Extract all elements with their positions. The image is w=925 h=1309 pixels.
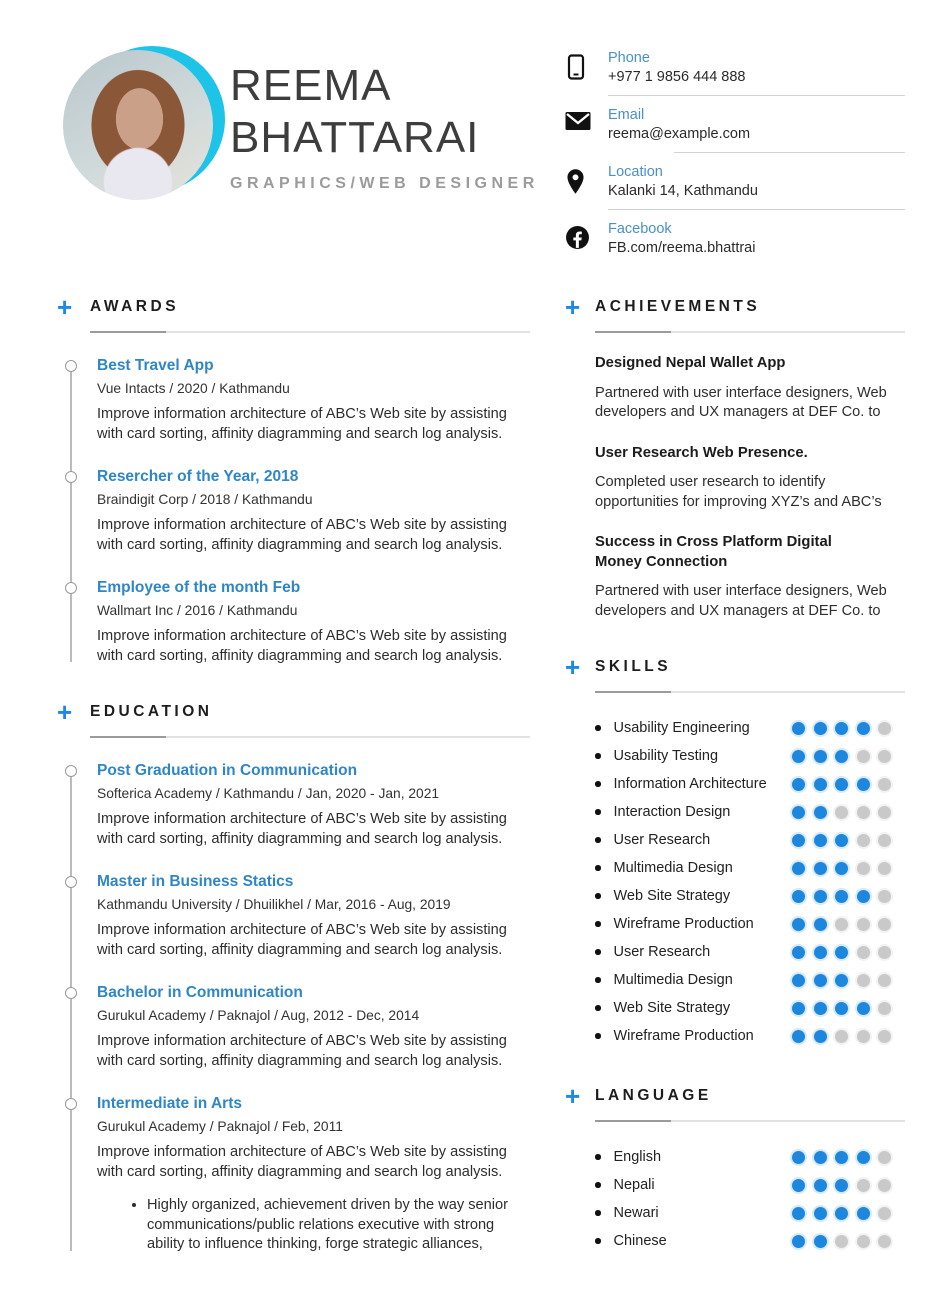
- rating-dot-empty: [878, 1030, 891, 1043]
- skill-label-wrap: [595, 944, 710, 960]
- rating-dot-empty: [857, 1235, 870, 1248]
- rating-dot-filled: [814, 750, 827, 763]
- rating-dot-filled: [792, 862, 805, 875]
- award-meta: Wallmart Inc / 2016 / Kathmandu: [97, 603, 298, 618]
- education-meta: Gurukul Academy / Paknajol / Aug, 2012 - Dec, 2014: [97, 1008, 420, 1023]
- rating-dot-empty: [835, 1235, 848, 1248]
- contact-item-location: [565, 164, 905, 210]
- award-description: Improve information architecture of ABC’s Web site by assisting with card sorting, affinity diagramming and search log analysis.: [97, 628, 507, 664]
- language-rating: [792, 1207, 891, 1220]
- language-row: [565, 1227, 905, 1255]
- bullet-icon: [595, 1154, 601, 1160]
- contact-label: Email: [608, 107, 645, 123]
- language-label: Nepali: [613, 1177, 655, 1193]
- plus-icon: +: [57, 292, 73, 322]
- rating-dot-filled: [835, 890, 848, 903]
- rating-dot-filled: [814, 806, 827, 819]
- rating-dot-empty: [878, 1002, 891, 1015]
- rating-dot-filled: [814, 1235, 827, 1248]
- award-meta: Vue Intacts / 2020 / Kathmandu: [97, 381, 290, 396]
- skill-rating: [792, 750, 891, 763]
- achievement-heading: Success in Cross Platform Digital Money Connection: [595, 534, 832, 570]
- contact-label: Phone: [608, 50, 650, 66]
- rating-dot-filled: [814, 1030, 827, 1043]
- timeline-line: [70, 772, 72, 1251]
- skill-label-wrap: [595, 1028, 754, 1044]
- education-meta: Kathmandu University / Dhuilikhel / Mar, 2016 - Aug, 2019: [97, 897, 451, 912]
- skill-rating: [792, 946, 891, 959]
- rating-dot-filled: [792, 918, 805, 931]
- skill-row: [565, 882, 905, 910]
- rating-dot-filled: [814, 890, 827, 903]
- plus-icon: +: [565, 652, 581, 682]
- rating-dot-filled: [814, 1002, 827, 1015]
- rating-dot-empty: [835, 918, 848, 931]
- rating-dot-empty: [878, 750, 891, 763]
- section-rule: [90, 736, 530, 738]
- awards-list: [65, 357, 530, 666]
- skill-rating: [792, 918, 891, 931]
- language-rating: [792, 1235, 891, 1248]
- skill-rating: [792, 890, 891, 903]
- rating-dot-filled: [835, 750, 848, 763]
- rating-dot-filled: [792, 806, 805, 819]
- last-name: BHATTARAI: [230, 113, 480, 162]
- rating-dot-empty: [878, 1151, 891, 1164]
- skill-label: Usability Testing: [613, 748, 719, 764]
- award-entry: [97, 579, 530, 666]
- skill-rating: [792, 834, 891, 847]
- rating-dot-filled: [792, 974, 805, 987]
- rating-dot-empty: [857, 946, 870, 959]
- bullet-icon: [595, 977, 601, 983]
- contact-divider: [608, 95, 905, 96]
- skill-label-wrap: [595, 832, 710, 848]
- rating-dot-filled: [814, 946, 827, 959]
- skill-label: User Research: [613, 832, 711, 848]
- timeline-marker: [65, 471, 77, 483]
- skill-label-wrap: [595, 860, 733, 876]
- rating-dot-empty: [857, 974, 870, 987]
- skill-label: Interaction Design: [613, 804, 731, 820]
- rating-dot-empty: [835, 806, 848, 819]
- rating-dot-empty: [857, 1030, 870, 1043]
- section-rule: [595, 331, 905, 333]
- rating-dot-empty: [857, 834, 870, 847]
- skill-rating: [792, 806, 891, 819]
- achievement-heading: Designed Nepal Wallet App: [595, 355, 786, 371]
- section-title-skills: SKILLS: [595, 658, 672, 675]
- rating-dot-filled: [814, 1151, 827, 1164]
- contact-block: [565, 50, 905, 277]
- profile-photo-wrap: [63, 50, 215, 202]
- section-skills: [565, 652, 905, 1050]
- achievements-list: [565, 354, 905, 621]
- skill-label: Information Architecture: [613, 776, 767, 792]
- rating-dot-empty: [878, 1207, 891, 1220]
- award-description: Improve information architecture of ABC’s Web site by assisting with card sorting, affinity diagramming and search log analysis.: [97, 406, 507, 442]
- section-rule: [595, 1120, 905, 1122]
- rating-dot-filled: [835, 834, 848, 847]
- skill-label-wrap: [595, 720, 750, 736]
- rating-dot-empty: [857, 806, 870, 819]
- rating-dot-filled: [792, 750, 805, 763]
- rating-dot-empty: [857, 862, 870, 875]
- bullet-icon: [595, 809, 601, 815]
- rating-dot-filled: [857, 778, 870, 791]
- timeline-marker: [65, 360, 77, 372]
- section-title-awards: AWARDS: [90, 298, 180, 315]
- rating-dot-filled: [792, 1235, 805, 1248]
- award-description: Improve information architecture of ABC’s Web site by assisting with card sorting, affinity diagramming and search log analysis.: [97, 517, 507, 553]
- bullet-icon: [595, 1238, 601, 1244]
- rating-dot-filled: [814, 778, 827, 791]
- bullet-icon: [595, 865, 601, 871]
- skill-label-wrap: [595, 972, 733, 988]
- skill-label-wrap: [595, 748, 718, 764]
- contact-value: Kalanki 14, Kathmandu: [608, 183, 758, 199]
- rating-dot-filled: [814, 862, 827, 875]
- location-icon: [565, 164, 608, 210]
- rating-dot-filled: [857, 890, 870, 903]
- rating-dot-filled: [792, 1151, 805, 1164]
- contact-label: Location: [608, 164, 663, 180]
- education-meta: Softerica Academy / Kathmandu / Jan, 2020 - Jan, 2021: [97, 786, 440, 801]
- rating-dot-filled: [857, 1002, 870, 1015]
- skill-label: User Research: [613, 944, 711, 960]
- rating-dot-filled: [792, 1207, 805, 1220]
- bullet-icon: [595, 1033, 601, 1039]
- education-list: [65, 762, 530, 1255]
- education-entry: [97, 1095, 530, 1255]
- language-row: [565, 1199, 905, 1227]
- timeline-line: [70, 367, 72, 662]
- bullet-icon: [595, 1005, 601, 1011]
- section-title-education: EDUCATION: [90, 703, 213, 720]
- achievement-text: Partnered with user interface designers, Web developers and UX managers at DEF Co. to: [595, 583, 887, 619]
- award-entry: [97, 468, 530, 555]
- rating-dot-filled: [792, 1179, 805, 1192]
- timeline-marker: [65, 1098, 77, 1110]
- education-entry: [97, 984, 530, 1071]
- plus-icon: +: [565, 292, 581, 322]
- skill-row: [565, 714, 905, 742]
- contact-value: FB.com/reema.bhattrai: [608, 240, 756, 256]
- award-meta: Braindigit Corp / 2018 / Kathmandu: [97, 492, 313, 507]
- achievement-text: Partnered with user interface designers, Web developers and UX managers at DEF Co. to: [595, 384, 887, 420]
- language-row: [565, 1143, 905, 1171]
- skill-rating: [792, 778, 891, 791]
- bullet-icon: [595, 893, 601, 899]
- phone-icon: [565, 50, 608, 96]
- rating-dot-filled: [814, 1207, 827, 1220]
- skill-label: Multimedia Design: [613, 860, 733, 876]
- skill-label: Wireframe Production: [613, 916, 754, 932]
- bullet-icon: [595, 949, 601, 955]
- skill-row: [565, 854, 905, 882]
- rating-dot-filled: [814, 1179, 827, 1192]
- rating-dot-filled: [835, 1207, 848, 1220]
- rating-dot-empty: [878, 946, 891, 959]
- plus-icon: +: [565, 1081, 581, 1111]
- section-language: [565, 1081, 905, 1255]
- rating-dot-filled: [814, 918, 827, 931]
- left-column: [57, 292, 530, 1279]
- skill-row: [565, 742, 905, 770]
- entry-bullet-item: • Highly organized, achievement driven by the way senior communications/public relations executive with strong ability to influence thinking, forge strategic alliances,: [147, 1196, 512, 1255]
- skill-label-wrap: [595, 804, 730, 820]
- bullet-icon: [595, 1182, 601, 1188]
- rating-dot-filled: [792, 722, 805, 735]
- email-icon: [565, 107, 608, 153]
- bullet-icon: [595, 725, 601, 731]
- rating-dot-filled: [792, 778, 805, 791]
- rating-dot-empty: [878, 778, 891, 791]
- section-awards: [57, 292, 530, 666]
- skill-rating: [792, 1030, 891, 1043]
- rating-dot-empty: [835, 1030, 848, 1043]
- timeline-marker: [65, 765, 77, 777]
- bullet-icon: [595, 753, 601, 759]
- skill-row: [565, 994, 905, 1022]
- rating-dot-empty: [878, 918, 891, 931]
- section-education: [57, 697, 530, 1255]
- language-label: English: [613, 1149, 662, 1165]
- achievement-text: Completed user research to identify opportunities for improving XYZ’s and ABC’s: [595, 474, 882, 510]
- skill-label-wrap: [595, 888, 730, 904]
- skill-label: Web Site Strategy: [613, 1000, 731, 1016]
- header: [57, 42, 905, 256]
- job-title: GRAPHICS/WEB DESIGNER: [230, 175, 539, 192]
- rating-dot-filled: [814, 722, 827, 735]
- rating-dot-empty: [878, 1235, 891, 1248]
- skill-row: [565, 770, 905, 798]
- rating-dot-empty: [878, 890, 891, 903]
- bullet-icon: [595, 921, 601, 927]
- rating-dot-filled: [857, 722, 870, 735]
- skill-rating: [792, 862, 891, 875]
- contact-item-phone: [565, 50, 905, 96]
- section-rule: [595, 691, 905, 693]
- contact-divider: [608, 209, 905, 210]
- rating-dot-empty: [878, 806, 891, 819]
- rating-dot-filled: [835, 946, 848, 959]
- rating-dot-filled: [792, 834, 805, 847]
- language-label: Chinese: [613, 1233, 667, 1249]
- skills-list: [565, 714, 905, 1050]
- skill-label: Multimedia Design: [613, 972, 733, 988]
- language-label-wrap: [595, 1233, 667, 1249]
- rating-dot-filled: [857, 1151, 870, 1164]
- rating-dot-empty: [857, 1179, 870, 1192]
- language-rating: [792, 1151, 891, 1164]
- achievement-entry: [595, 354, 905, 423]
- award-title: Resercher of the Year, 2018: [97, 468, 299, 485]
- education-description: Improve information architecture of ABC’s Web site by assisting with card sorting, affinity diagramming and search log analysis.: [97, 1033, 507, 1069]
- language-label-wrap: [595, 1149, 661, 1165]
- skill-rating: [792, 1002, 891, 1015]
- education-description: Improve information architecture of ABC’s Web site by assisting with card sorting, affinity diagramming and search log analysis.: [97, 1144, 507, 1180]
- skill-rating: [792, 974, 891, 987]
- section-title-achievements: ACHIEVEMENTS: [595, 298, 761, 315]
- plus-icon: +: [57, 697, 73, 727]
- profile-photo: [63, 50, 213, 200]
- rating-dot-filled: [792, 890, 805, 903]
- award-entry: [97, 357, 530, 444]
- bullet-icon: [595, 1210, 601, 1216]
- contact-item-email: [565, 107, 905, 153]
- right-column: [565, 292, 905, 1255]
- skill-rating: [792, 722, 891, 735]
- achievement-entry: [595, 533, 905, 621]
- rating-dot-filled: [835, 974, 848, 987]
- rating-dot-empty: [878, 722, 891, 735]
- achievement-entry: [595, 444, 905, 513]
- rating-dot-empty: [857, 918, 870, 931]
- rating-dot-filled: [835, 862, 848, 875]
- skill-row: [565, 826, 905, 854]
- timeline-marker: [65, 876, 77, 888]
- language-label: Newari: [613, 1205, 659, 1221]
- rating-dot-filled: [835, 1179, 848, 1192]
- section-achievements: [565, 292, 905, 621]
- education-description: Improve information architecture of ABC’s Web site by assisting with card sorting, affinity diagramming and search log analysis.: [97, 811, 507, 847]
- skill-row: [565, 910, 905, 938]
- education-description: Improve information architecture of ABC’s Web site by assisting with card sorting, affinity diagramming and search log analysis.: [97, 922, 507, 958]
- rating-dot-empty: [878, 974, 891, 987]
- rating-dot-empty: [878, 834, 891, 847]
- skill-label: Web Site Strategy: [613, 888, 731, 904]
- rating-dot-empty: [857, 750, 870, 763]
- skill-row: [565, 1022, 905, 1050]
- award-title: Employee of the month Feb: [97, 579, 301, 596]
- skill-label: Usability Engineering: [613, 720, 750, 736]
- rating-dot-filled: [857, 1207, 870, 1220]
- education-meta: Gurukul Academy / Paknajol / Feb, 2011: [97, 1119, 343, 1134]
- rating-dot-empty: [878, 1179, 891, 1192]
- contact-label: Facebook: [608, 221, 672, 237]
- language-label-wrap: [595, 1177, 655, 1193]
- language-rating: [792, 1179, 891, 1192]
- skill-label-wrap: [595, 1000, 730, 1016]
- rating-dot-empty: [878, 862, 891, 875]
- section-rule: [90, 331, 530, 333]
- timeline-marker: [65, 582, 77, 594]
- skill-label-wrap: [595, 776, 767, 792]
- education-title: Intermediate in Arts: [97, 1095, 242, 1112]
- education-title: Master in Business Statics: [97, 873, 294, 890]
- contact-value: reema@example.com: [608, 126, 751, 142]
- first-name: REEMA: [230, 61, 392, 110]
- bullet-icon: [595, 837, 601, 843]
- award-title: Best Travel App: [97, 357, 214, 374]
- name-block: [230, 60, 539, 193]
- contact-value: +977 1 9856 444 888: [608, 69, 746, 85]
- language-label-wrap: [595, 1205, 659, 1221]
- bullet-icon: [595, 781, 601, 787]
- language-row: [565, 1171, 905, 1199]
- education-entry: [97, 873, 530, 960]
- skill-label: Wireframe Production: [613, 1028, 754, 1044]
- skill-row: [565, 966, 905, 994]
- achievement-heading: User Research Web Presence.: [595, 444, 808, 461]
- skill-row: [565, 938, 905, 966]
- section-title-language: LANGUAGE: [595, 1087, 712, 1104]
- education-entry: [97, 762, 530, 849]
- skill-label-wrap: [595, 916, 754, 932]
- skill-row: [565, 798, 905, 826]
- entry-bullet-list: [133, 1196, 530, 1255]
- rating-dot-filled: [814, 834, 827, 847]
- rating-dot-filled: [792, 1030, 805, 1043]
- rating-dot-filled: [835, 722, 848, 735]
- rating-dot-filled: [835, 1002, 848, 1015]
- education-title: Post Graduation in Communication: [97, 762, 358, 779]
- rating-dot-filled: [792, 1002, 805, 1015]
- contact-divider: [674, 152, 905, 153]
- timeline-marker: [65, 987, 77, 999]
- rating-dot-filled: [792, 946, 805, 959]
- language-list: [565, 1143, 905, 1255]
- rating-dot-filled: [814, 974, 827, 987]
- facebook-icon: [565, 221, 608, 266]
- contact-item-facebook: [565, 221, 905, 266]
- rating-dot-filled: [835, 778, 848, 791]
- rating-dot-filled: [835, 1151, 848, 1164]
- education-title: Bachelor in Communication: [97, 984, 303, 1001]
